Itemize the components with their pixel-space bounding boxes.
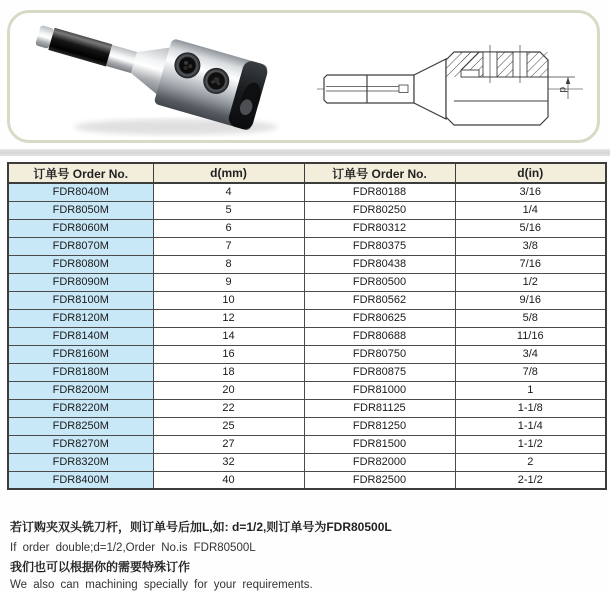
order-no-metric-cell: FDR8270M (8, 435, 153, 453)
d-mm-cell: 16 (153, 345, 304, 363)
order-no-metric-cell: FDR8140M (8, 327, 153, 345)
tool-photo-group (29, 15, 270, 131)
order-no-inch-cell: FDR81125 (304, 399, 455, 417)
d-mm-cell: 18 (153, 363, 304, 381)
order-no-metric-cell: FDR8100M (8, 291, 153, 309)
note-en-order-suffix: If order double;d=1/2,Order No.is FDR80500L (10, 542, 256, 554)
d-in-cell: 2 (455, 453, 606, 471)
note-en-custom: We also can machining specially for your requirements. (10, 579, 313, 591)
order-no-metric-cell: FDR8320M (8, 453, 153, 471)
d-in-cell: 2-1/2 (455, 471, 606, 489)
order-no-inch-cell: FDR80688 (304, 327, 455, 345)
header-order-no-inch: 订单号 Order No. (304, 163, 455, 183)
note-zh-order-suffix: 若订购夹双头铣刀杆，则订单号后加L,如: d=1/2,则订单号为FDR80500L (10, 520, 392, 534)
d-mm-cell: 25 (153, 417, 304, 435)
drawing-bore-step (461, 70, 479, 77)
shank-dark-section (48, 28, 112, 67)
table-row (8, 435, 606, 453)
table-row (8, 345, 606, 363)
order-no-metric-cell: FDR8080M (8, 255, 153, 273)
order-no-inch-cell: FDR82000 (304, 453, 455, 471)
d-mm-cell: 5 (153, 201, 304, 219)
d-in-cell: 1-1/8 (455, 399, 606, 417)
table-row (8, 399, 606, 417)
order-no-inch-cell: FDR80375 (304, 237, 455, 255)
table-header-row (8, 163, 606, 183)
order-no-inch-cell: FDR80625 (304, 309, 455, 327)
header-d-in: d(in) (455, 163, 606, 183)
table-row (8, 219, 606, 237)
table-row (8, 255, 606, 273)
d-in-cell: 3/16 (455, 183, 606, 201)
d-in-cell: 1/4 (455, 201, 606, 219)
order-no-inch-cell: FDR80875 (304, 363, 455, 381)
d-in-cell: 3/4 (455, 345, 606, 363)
order-no-inch-cell: FDR81000 (304, 381, 455, 399)
d-in-cell: 3/8 (455, 237, 606, 255)
order-no-metric-cell: FDR8060M (8, 219, 153, 237)
d-in-cell: 1 (455, 381, 606, 399)
table-row (8, 273, 606, 291)
table-row (8, 417, 606, 435)
table-row (8, 237, 606, 255)
d-mm-cell: 20 (153, 381, 304, 399)
table-row (8, 453, 606, 471)
divider-band (0, 149, 610, 156)
dimension-arrow (566, 77, 571, 84)
d-in-cell: 11/16 (455, 327, 606, 345)
order-no-inch-cell: FDR80188 (304, 183, 455, 201)
table-row (8, 309, 606, 327)
table-row (8, 327, 606, 345)
order-no-metric-cell: FDR8250M (8, 417, 153, 435)
technical-drawing (311, 25, 593, 143)
order-no-inch-cell: FDR80500 (304, 273, 455, 291)
d-mm-cell: 10 (153, 291, 304, 309)
table-row (8, 201, 606, 219)
drawing-slot-end (399, 85, 408, 93)
order-no-inch-cell: FDR81500 (304, 435, 455, 453)
order-no-inch-cell: FDR80250 (304, 201, 455, 219)
d-in-cell: 5/16 (455, 219, 606, 237)
dimension-label: d (557, 87, 568, 93)
d-mm-cell: 6 (153, 219, 304, 237)
d-mm-cell: 8 (153, 255, 304, 273)
order-no-metric-cell: FDR8200M (8, 381, 153, 399)
header-d-mm: d(mm) (153, 163, 304, 183)
footnotes (10, 520, 602, 592)
header-order-no-metric: 订单号 Order No. (8, 163, 153, 183)
order-no-inch-cell: FDR80438 (304, 255, 455, 273)
d-in-cell: 1-1/4 (455, 417, 606, 435)
order-no-inch-cell: FDR81250 (304, 417, 455, 435)
order-no-metric-cell: FDR8220M (8, 399, 153, 417)
d-in-cell: 1/2 (455, 273, 606, 291)
d-mm-cell: 14 (153, 327, 304, 345)
d-mm-cell: 7 (153, 237, 304, 255)
order-no-metric-cell: FDR8070M (8, 237, 153, 255)
order-no-metric-cell: FDR8120M (8, 309, 153, 327)
table-row (8, 471, 606, 489)
d-mm-cell: 32 (153, 453, 304, 471)
note-zh-custom: 我们也可以根据你的需要特殊订作 (10, 560, 191, 574)
table-row (8, 291, 606, 309)
order-no-inch-cell: FDR80312 (304, 219, 455, 237)
order-no-metric-cell: FDR8400M (8, 471, 153, 489)
d-mm-cell: 4 (153, 183, 304, 201)
order-no-metric-cell: FDR8090M (8, 273, 153, 291)
product-photo (16, 15, 296, 141)
order-no-inch-cell: FDR80562 (304, 291, 455, 309)
table-row (8, 183, 606, 201)
drawing-taper (414, 59, 446, 119)
d-mm-cell: 9 (153, 273, 304, 291)
d-in-cell: 7/8 (455, 363, 606, 381)
d-mm-cell: 40 (153, 471, 304, 489)
d-in-cell: 9/16 (455, 291, 606, 309)
d-in-cell: 5/8 (455, 309, 606, 327)
d-in-cell: 7/16 (455, 255, 606, 273)
table-row (8, 381, 606, 399)
product-card (7, 10, 600, 143)
d-mm-cell: 12 (153, 309, 304, 327)
order-no-metric-cell: FDR8050M (8, 201, 153, 219)
table-row (8, 363, 606, 381)
order-no-inch-cell: FDR80750 (304, 345, 455, 363)
d-mm-cell: 27 (153, 435, 304, 453)
order-no-metric-cell: FDR8040M (8, 183, 153, 201)
d-mm-cell: 22 (153, 399, 304, 417)
order-no-metric-cell: FDR8160M (8, 345, 153, 363)
order-no-metric-cell: FDR8180M (8, 363, 153, 381)
order-no-inch-cell: FDR82500 (304, 471, 455, 489)
d-in-cell: 1-1/2 (455, 435, 606, 453)
spec-table (7, 162, 607, 490)
